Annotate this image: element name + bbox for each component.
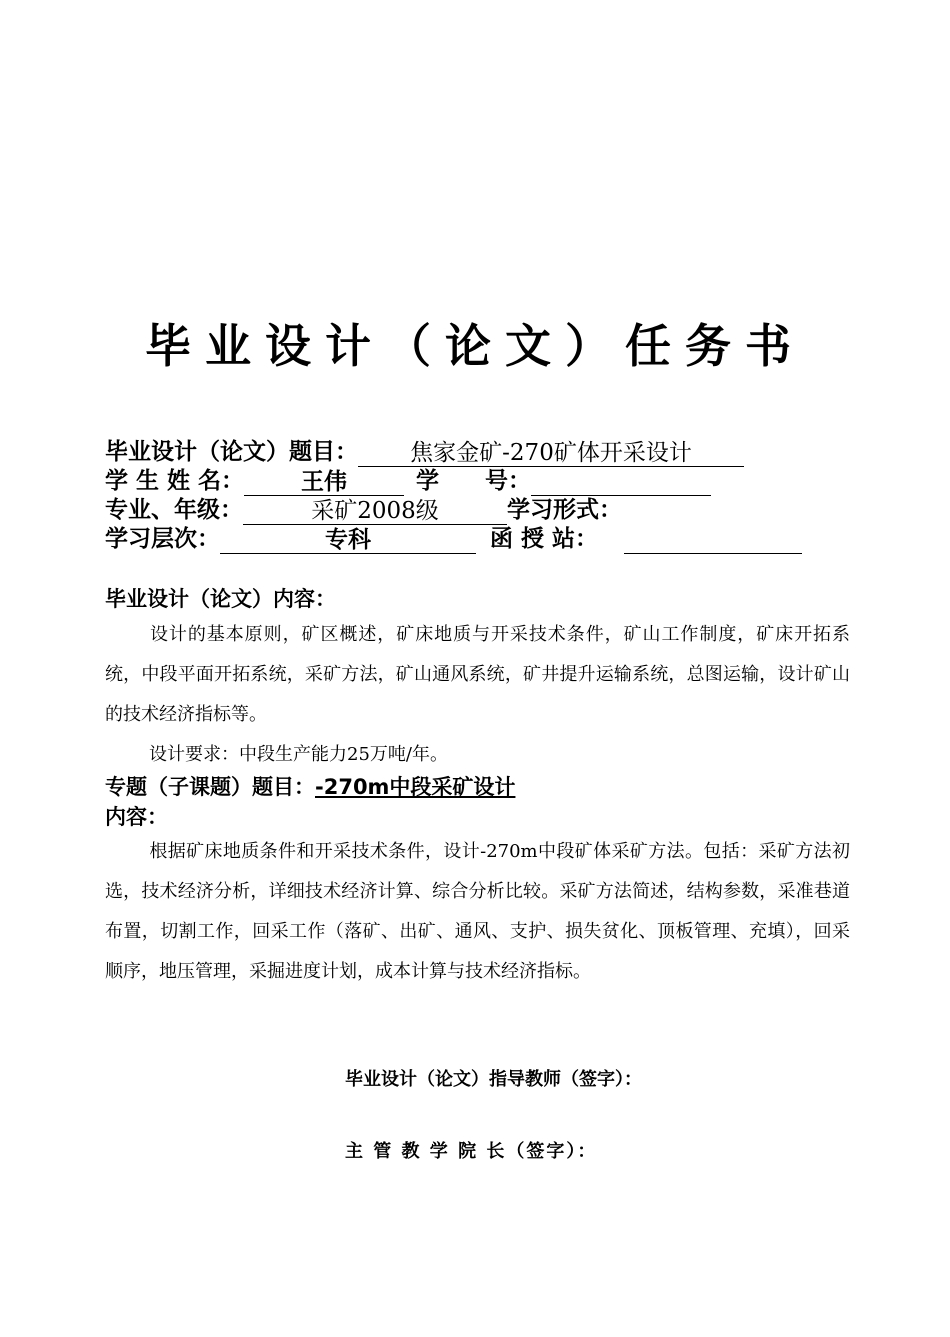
special-heading-label: 专题（子课题）题目： [105,775,315,799]
id-value[interactable] [531,468,711,496]
special-heading-row [105,773,515,801]
advisor-signature: 毕业设计（论文）指导教师（签字）： [345,1069,642,1090]
special-content-label: 内容： [105,805,168,829]
station-value[interactable] [624,526,802,554]
major-row [105,496,622,525]
content-heading: 毕业设计（论文）内容： [105,587,336,611]
document-title: 毕业设计（论文）任务书 [145,319,805,373]
level-value[interactable]: 专科 [220,526,476,554]
topic-row [105,438,744,467]
topic-label: 毕业设计（论文）题目： [105,439,358,465]
content-paragraph-2-text: 设计要求：中段生产能力25万吨/年。 [149,744,448,765]
content-paragraph-1-text: 设计的基本原则，矿区概述，矿床地质与开采技术条件，矿山工作制度，矿床开拓系统，中段平面开拓系统，采矿方法，矿山通风系统，矿井提升运输系统，总图运输，设计矿山的技术经济指标等。 [105,624,850,725]
major-label: 专业、年级： [105,497,243,523]
content-paragraph-1 [105,615,850,735]
topic-value[interactable]: 焦家金矿-270矿体开采设计 [358,439,744,467]
station-label: 函 授 站： [490,526,599,552]
form-label: 学习形式： [507,497,622,523]
dean-signature: 主 管 教 学 院 长（签字）： [345,1141,598,1162]
special-heading-value: -270m中段采矿设计 [315,775,516,799]
level-label: 学习层次： [105,526,220,552]
name-row [105,467,711,496]
level-row [105,525,802,554]
major-value[interactable]: 采矿2008级 [243,497,507,525]
content-paragraph-2 [105,735,850,775]
special-paragraph-text: 根据矿床地质条件和开采技术条件，设计-270m中段矿体采矿方法。包括：采矿方法初选，技术经济分析，详细技术经济计算、综合分析比较。采矿方法简述，结构参数，采准巷道布置，切割工作，回采工作（落矿、出矿、通风、支护、损失贫化、顶板管理、充填），回采顺序，地压管理，采掘进度计划，成本计算与技术经济指标。 [105,841,850,982]
name-label: 学 生 姓 名： [105,468,245,494]
special-paragraph [105,832,850,992]
name-value[interactable]: 王伟 [244,468,404,496]
id-label: 学 号： [416,468,532,494]
